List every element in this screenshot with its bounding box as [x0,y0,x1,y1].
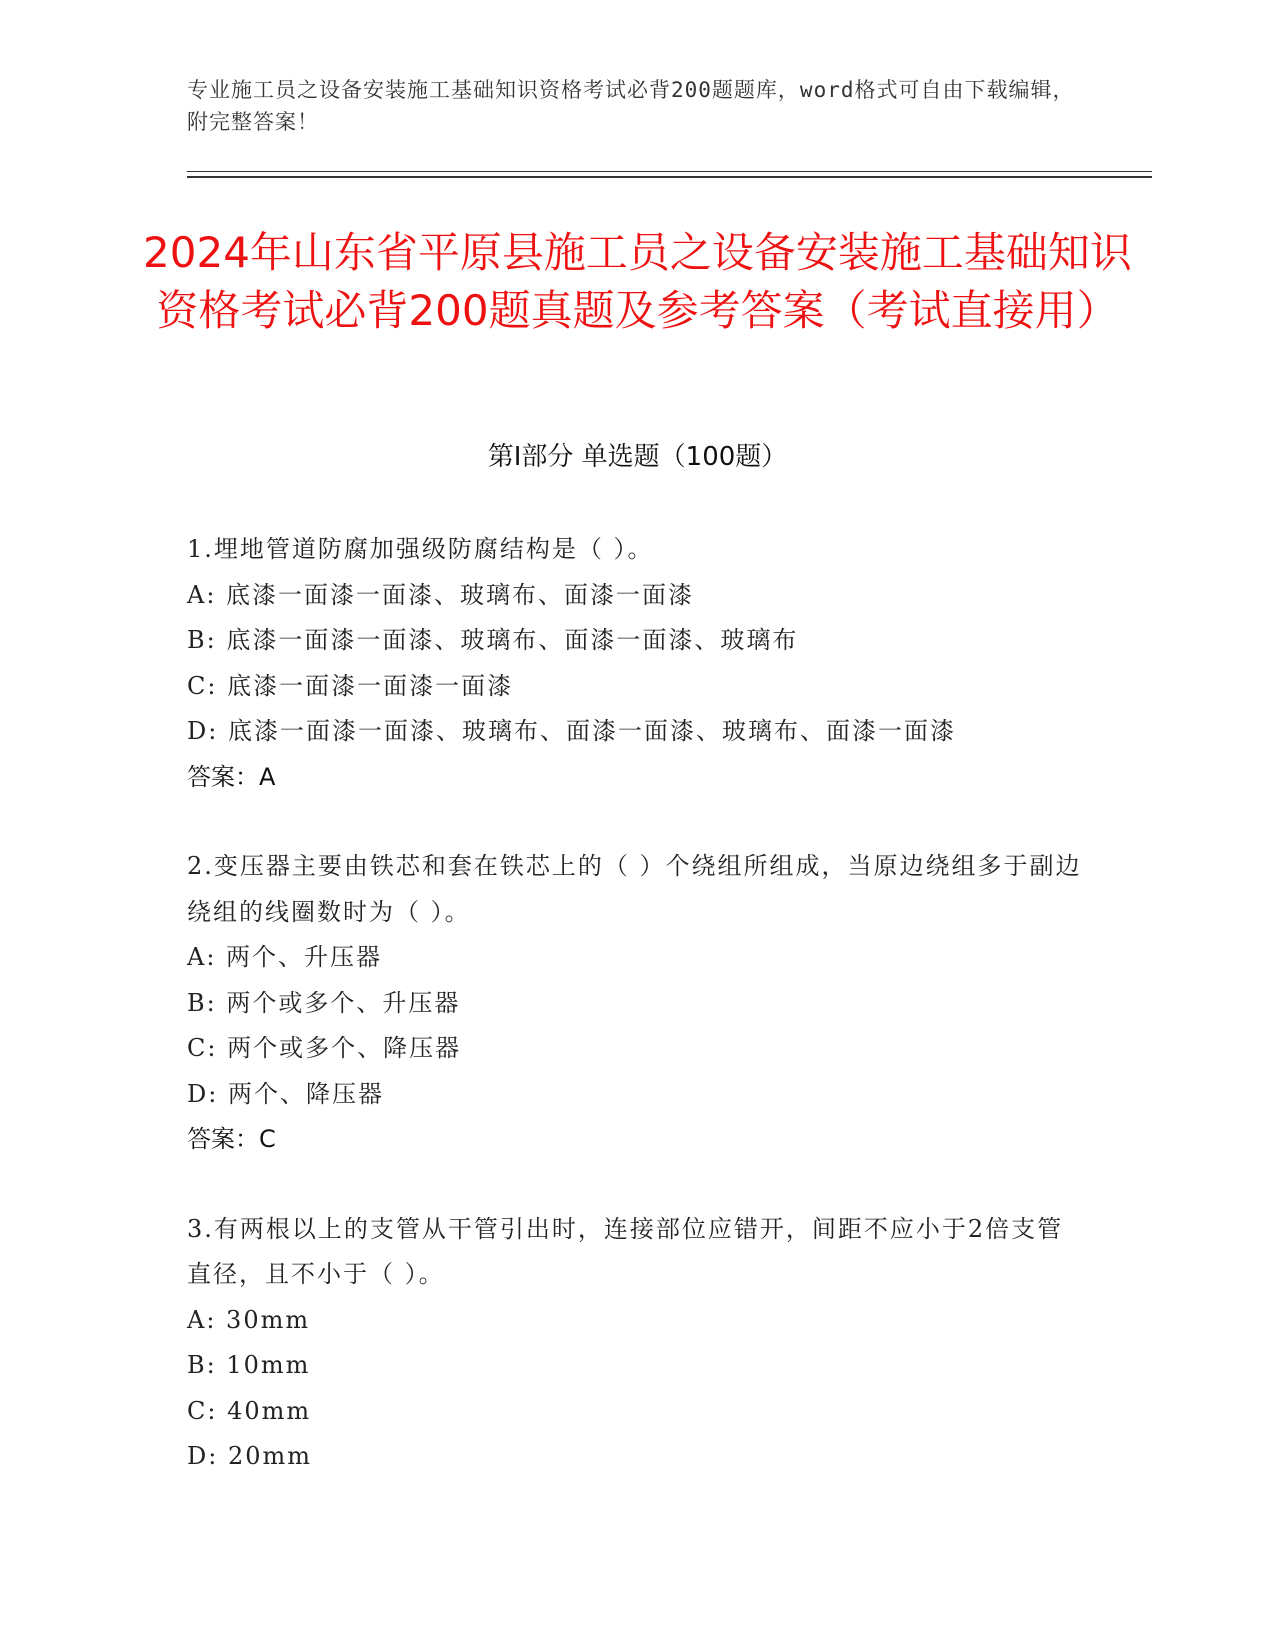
option-c: C: 两个或多个、降压器 [187,1034,462,1062]
answer: 答案：C [187,1125,276,1153]
document-title: 2024年山东省平原县施工员之设备安装施工基础知识资格考试必背200题真题及参考答案（考试直接用） [143,228,1132,335]
header-note: 专业施工员之设备安装施工基础知识资格考试必背200题题库，word格式可自由下载编辑，附完整答案！ [187,78,1075,134]
option-b: B: 10mm [187,1351,311,1379]
question-list [187,527,1087,1524]
answer: 答案：A [187,762,276,791]
option-a: A: 底漆一面漆一面漆、玻璃布、面漆一面漆 [187,580,695,609]
header-rule-thick [187,176,1152,178]
section-title: 第I部分 单选题（100题） [487,442,788,472]
header-rule-thin [187,171,1152,172]
option-c: C: 底漆一面漆一面漆一面漆 [187,671,514,700]
question-2 [187,844,1087,1163]
option-d: D: 20mm [187,1442,313,1470]
question-3 [187,1207,1087,1480]
option-a: A: 两个、升压器 [187,943,383,971]
question-stem: 3.有两根以上的支管从干管引出时，连接部位应错开，间距不应小于2倍支管直径，且不小于（ ）。 [187,1214,1064,1288]
option-c: C: 40mm [187,1396,312,1425]
option-b: B: 两个或多个、升压器 [187,988,461,1017]
question-stem: 1.埋地管道防腐加强级防腐结构是（ ）。 [187,535,654,563]
option-a: A: 30mm [187,1305,311,1334]
option-d: D: 底漆一面漆一面漆、玻璃布、面漆一面漆、玻璃布、面漆一面漆 [187,717,956,745]
question-1 [187,527,1087,800]
option-d: D: 两个、降压器 [187,1079,384,1108]
option-b: B: 底漆一面漆一面漆、玻璃布、面漆一面漆、玻璃布 [187,626,799,654]
question-stem: 2.变压器主要由铁芯和套在铁芯上的（ ）个绕组所组成，当原边绕组多于副边绕组的线圈数时为（ ）。 [187,852,1082,926]
